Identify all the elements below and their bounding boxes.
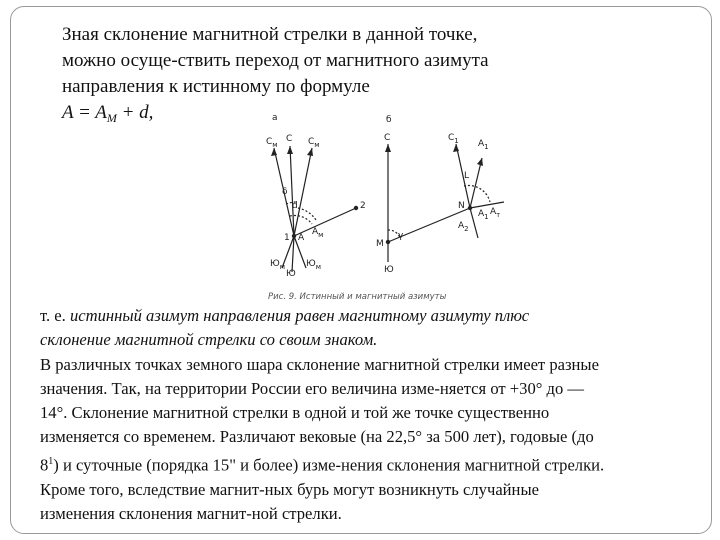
b-point-N — [468, 206, 472, 210]
body-line-3: В различных точках земного шара склонение магнитной стрелки имеет разные — [40, 354, 599, 374]
label-a-d: d — [292, 201, 298, 211]
formula-rhs: + d, — [116, 102, 154, 123]
a-point-1 — [292, 234, 296, 238]
label-a-Yu-m: $Ю_м$ — [270, 259, 285, 271]
a-azimuth-arc — [298, 208, 316, 220]
label-b-C: C — [384, 133, 391, 143]
a-direction-line — [294, 208, 356, 236]
body-line-8: Кроме того, вследствие магнит-ных бурь могут возникнуть случайные — [40, 479, 539, 499]
label-b-N: N — [458, 201, 465, 211]
b-extension — [470, 202, 504, 208]
intro-line-3: направления к истинному по формуле — [62, 76, 370, 97]
body-line-7-sup: 1 — [48, 455, 54, 467]
intro-line-1: Зная склонение магнитной стрелки в данной точке, — [62, 24, 478, 45]
label-panel-b: б — [386, 115, 392, 125]
body-line-6: изменяется со временем. Различают вековые (на 22,5° за 500 лет), годовые (до — [40, 427, 594, 447]
label-a-delta: δ — [282, 187, 288, 197]
label-a-Am: $A_м$ — [312, 227, 324, 239]
label-a-point2: 2 — [360, 201, 366, 211]
label-a-A: A — [298, 233, 305, 243]
label-a-Yu-m2: $Ю_м$ — [306, 259, 321, 271]
b-point-M — [386, 240, 390, 244]
label-a-Yu: Ю — [286, 269, 296, 279]
a-arrow-left — [271, 148, 277, 156]
b-arrow-M — [385, 144, 391, 152]
label-panel-a: а — [272, 113, 278, 123]
body-line-4: значения. Так, на территории России его величина изме-няется от +30° до — — [40, 378, 585, 398]
figure-caption: Рис. 9. Истинный и магнитный азимуты — [268, 292, 447, 302]
label-b-A1: $A_1$ — [478, 139, 489, 151]
formula-lhs: A = A — [62, 102, 107, 123]
intro-line-2: можно осуще-ствить переход от магнитного азимута — [62, 50, 489, 71]
label-b-Ar: $A_т$ — [490, 207, 501, 219]
body-paragraph — [40, 304, 716, 526]
label-b-M: M — [376, 239, 384, 249]
b-arrow-magnetic — [477, 158, 483, 166]
label-a-Cm-left: $C_м$ — [266, 137, 278, 149]
label-a-point1: 1 — [284, 233, 290, 243]
body-line-1-italic: истинный азимут направления равен магнитному азимуту плюс — [69, 306, 530, 325]
body-line-2: склонение магнитной стрелки со своим знаком. — [40, 330, 378, 350]
a-magnetic-meridian-right — [294, 148, 312, 236]
body-line-5: 14°. Склонение магнитной стрелки в одной и той же точке существенно — [40, 403, 550, 423]
b-magnetic-N — [470, 158, 482, 208]
label-a-C: C — [286, 134, 293, 144]
a-arrow-right — [307, 148, 313, 156]
body-line-7-b: ) и суточные (порядка 15" и более) изме-нения склонения магнитной стрелки. — [53, 455, 605, 475]
a-arrow-true — [287, 146, 293, 154]
body-line-7 — [40, 450, 716, 478]
body-line-9: изменения склонения магнит-ной стрелки. — [40, 503, 342, 523]
body-line-7-a: 8 — [40, 455, 49, 475]
azimuth-diagram — [252, 112, 508, 308]
label-b-gamma: γ — [398, 231, 404, 241]
a-point-2 — [354, 206, 358, 210]
label-a-Cm-right: $C_м$ — [308, 137, 320, 149]
b-south-N — [470, 208, 478, 238]
body-line-1 — [40, 304, 716, 328]
label-b-L: L — [464, 171, 470, 181]
b-arrow-N — [453, 144, 459, 152]
azimuth-figure — [252, 112, 508, 308]
formula-subscript: M — [106, 111, 117, 125]
body-line-1-prefix: т. е. — [40, 306, 70, 325]
label-b-A2: $A_2$ — [458, 221, 469, 233]
label-b-Yu: Ю — [384, 265, 394, 275]
label-b-C1: $C_1$ — [448, 133, 459, 145]
label-b-A1b: $A_1$ — [478, 209, 489, 221]
